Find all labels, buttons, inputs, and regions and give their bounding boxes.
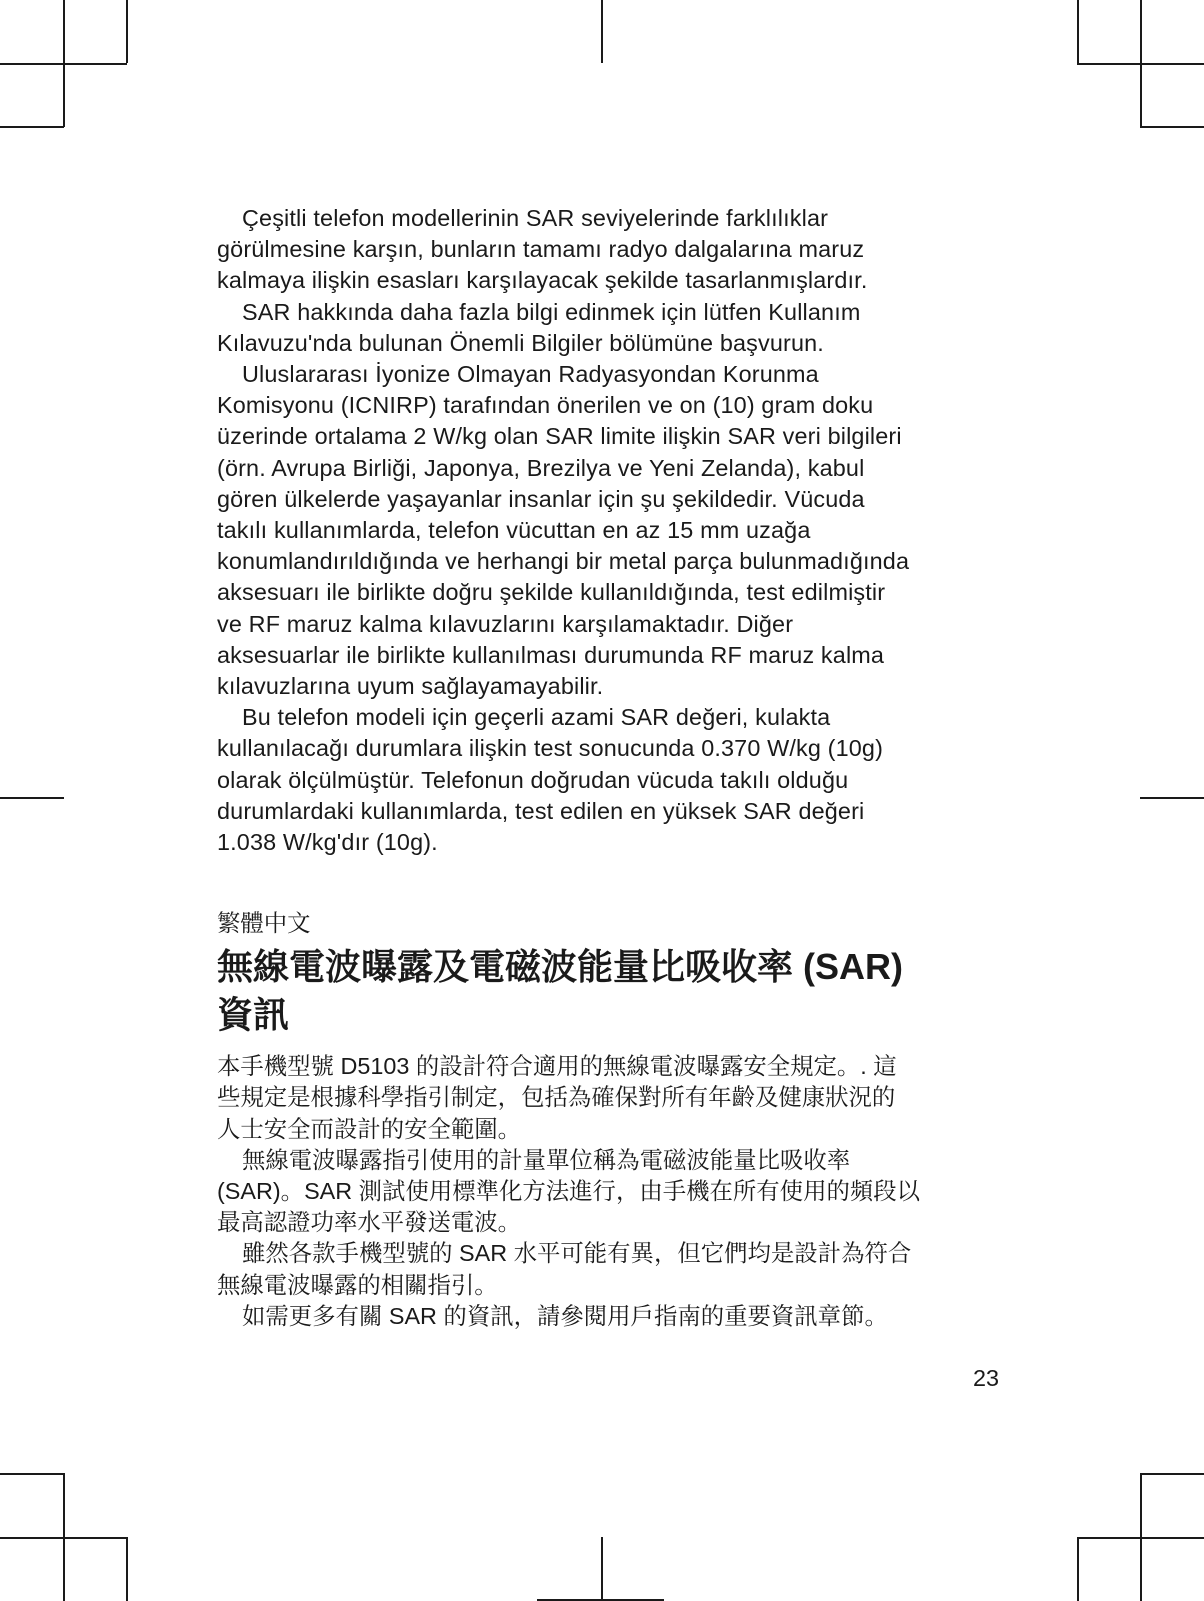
crop-mark xyxy=(63,1473,65,1601)
zh-paragraph: 如需更多有關 SAR 的資訊，請參閱用戶指南的重要資訊章節。 xyxy=(242,1302,888,1329)
crop-mark xyxy=(1140,1473,1142,1601)
zh-paragraph: 雖然各款手機型號的 SAR 水平可能有異，但它們均是設計為符合 無線電波曝露的相關指引。 xyxy=(217,1240,912,1298)
crop-mark xyxy=(0,126,64,128)
crop-mark xyxy=(0,63,127,65)
zh-paragraph: 無線電波曝露指引使用的計量單位稱為電磁波能量比吸收率 (SAR)。SAR 測試使用標準化方法進行，由手機在所有使用的頻段以 最高認證功率水平發送電波。 xyxy=(217,1146,921,1236)
language-label: 繁體中文 xyxy=(217,910,311,937)
crop-mark xyxy=(126,0,128,63)
page-content xyxy=(217,203,1017,1332)
crop-mark xyxy=(1077,0,1079,63)
crop-mark xyxy=(601,1537,603,1601)
crop-mark xyxy=(126,1537,128,1601)
turkish-sar-section xyxy=(217,203,1017,858)
section-title: 無線電波曝露及電磁波能量比吸收率 (SAR) 資訊 xyxy=(217,946,903,1036)
crop-mark xyxy=(1077,1537,1079,1601)
tr-paragraph: Uluslararası İyonize Olmayan Radyasyondan Korunma Komisyonu (ICNIRP) tarafından önerilen ve on (10) gram doku üzerinde ortalama 2 W/kg olan SAR limite ilişkin SAR veri bilgileri (örn. Avrupa Birliği, Japonya, Brezilya ve Yeni Zelanda), kabul gören ülkelerde yaşayanlar insanlar için şu şekildedir. Vücuda takılı kullanımlarda, telefon vücuttan en az 15 mm uzağa konumlandırıldığında ve herhangi bir metal parça bulunmadığında aksesuarı ile birlikte doğru şekilde kullanıldığında, test edilmiştir ve RF maruz kalma kılavuzlarını karşılamaktadır. Diğer aksesuarlar ile birlikte kullanılması durumunda RF maruz kalma kılavuzlarına uyum sağlayamayabilir. xyxy=(217,361,910,700)
crop-mark xyxy=(0,1473,64,1475)
tr-paragraph: Çeşitli telefon modellerinin SAR seviyelerinde farklılıklar görülmesine karşın, bunların tamamı radyo dalgalarına maruz kalmaya ilişkin esasları karşılayacak şekilde tasarlanmışlardır. xyxy=(217,205,868,294)
tr-paragraph: SAR hakkında daha fazla bilgi edinmek için lütfen Kullanım Kılavuzu'nda bulunan Önemli Bilgiler bölümüne başvurun. xyxy=(217,298,861,356)
page-number: 23 xyxy=(972,1365,999,1391)
crop-mark xyxy=(537,1599,664,1601)
chinese-sar-section xyxy=(217,908,1017,1332)
crop-mark xyxy=(1140,126,1204,128)
crop-mark xyxy=(601,0,603,63)
tr-paragraph: Bu telefon modeli için geçerli azami SAR değeri, kulakta kullanılacağı durumlara ilişkin test sonucunda 0.370 W/kg (10g) olarak ölçülmüştür. Telefonun doğrudan vücuda takılı olduğu durumlardaki kullanımlarda, test edilen en yüksek SAR değeri 1.038 W/kg'dır (10g). xyxy=(217,704,884,856)
crop-mark xyxy=(1140,1473,1204,1475)
crop-mark xyxy=(0,797,64,799)
crop-mark xyxy=(1140,797,1204,799)
crop-mark xyxy=(1077,63,1204,65)
zh-paragraph: 本手機型號 D5103 的設計符合適用的無線電波曝露安全規定。. 這 些規定是根據科學指引制定，包括為確保對所有年齡及健康狀況的 人士安全而設計的安全範圍。 xyxy=(217,1053,897,1142)
